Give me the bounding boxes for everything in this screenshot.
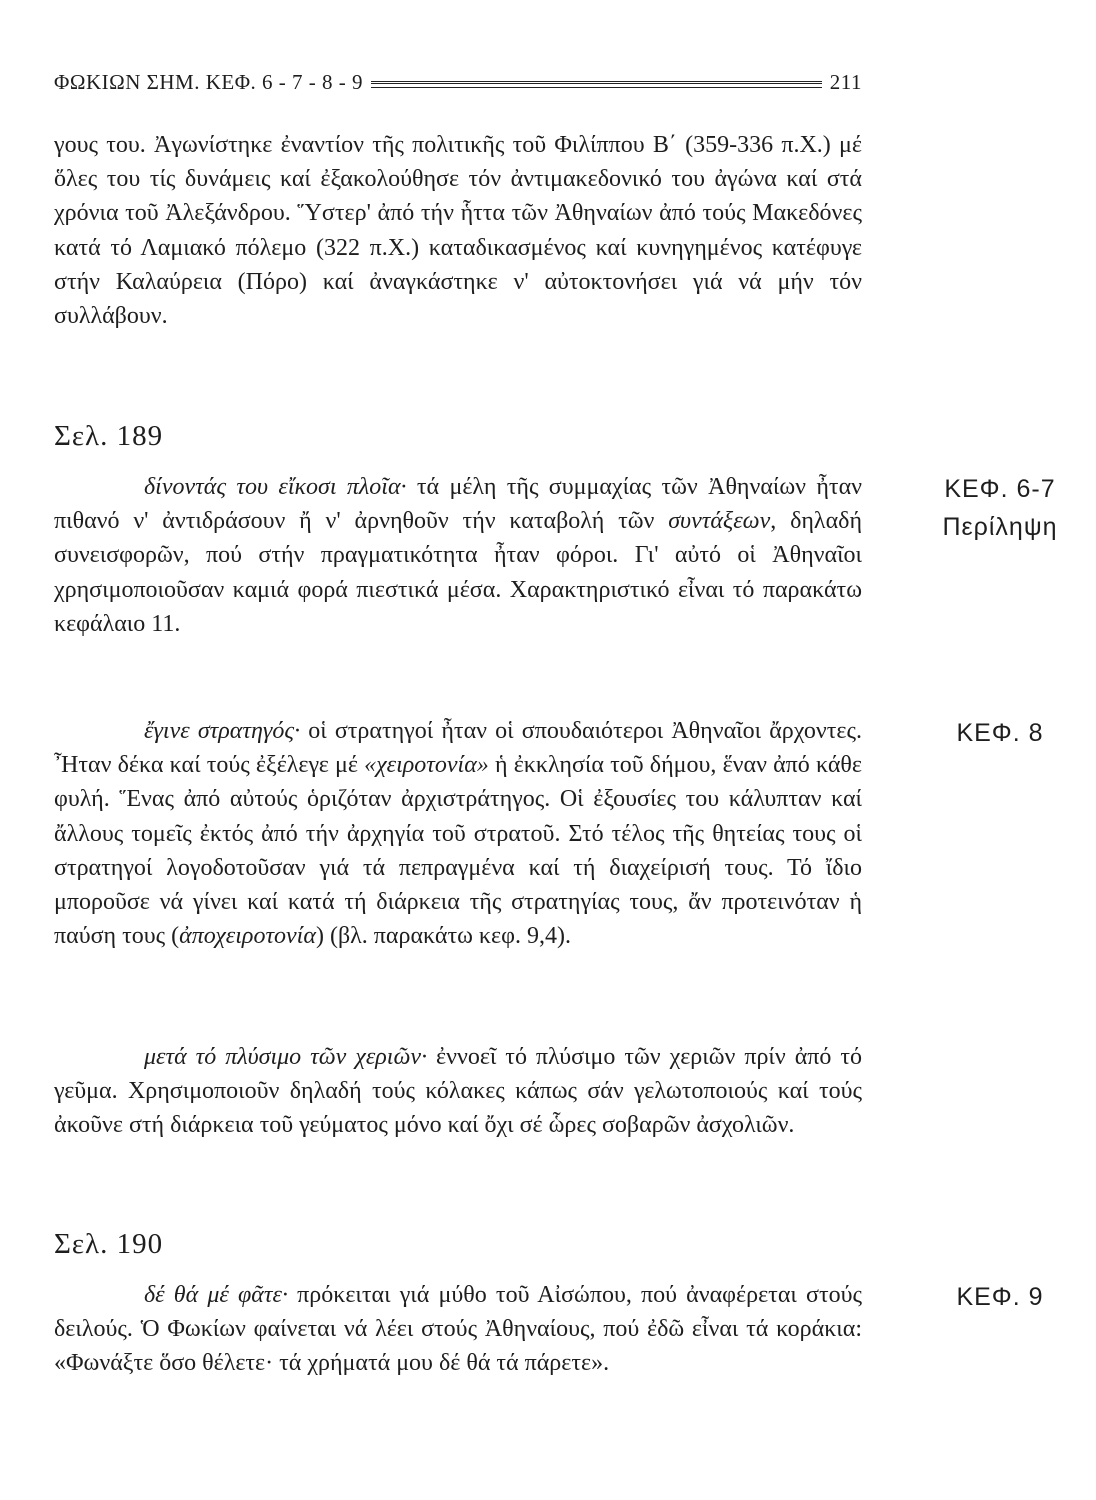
side-label-kef-8: ΚΕΦ. 8: [956, 719, 1044, 747]
lemma-term: ἀποχειροτονία: [179, 923, 316, 950]
note-block-4: [54, 1278, 862, 1381]
side-label-chapter: ΚΕΦ. 6-7: [944, 475, 1056, 503]
running-header: [54, 66, 862, 98]
intro-block: [54, 128, 862, 333]
intro-paragraph: γους του. Ἀγωνίστηκε ἐναντίον τῆς πολιτικῆς τοῦ Φιλίππου Β΄ (359-336 π.Χ.) μέ ὅλες του τίς δυνάμεις καί ἐξακολούθησε τόν ἀντιμακεδονικό του ἀγώνα καί στά χρόνια τοῦ Ἀλεξάνδρου. Ὕστερ' ἀπό τήν ἧττα τῶν Ἀθηναίων ἀπό τούς Μακεδόνες κατά τό Λαμιακό πόλεμο (322 π.Χ.) καταδικασμένος καί κυνηγημένος κατέφυγε στήν Καλαύρεια (Πόρο) καί ἀναγκάστηκε ν' αὐτοκτονήσει γιά νά μήν τόν συλλάβουν.: [54, 132, 862, 330]
note-paragraph: [54, 1278, 862, 1381]
note-block-2: [54, 714, 862, 953]
lemma-term: συντάξεων: [668, 508, 771, 535]
note-text: τά μέλη τῆς συμμαχίας τῶν Ἀθηναίων ἦταν πιθανό ν' ἀντιδράσουν ἤ ν' ἀρνηθοῦν τήν καταβολή τῶν: [54, 474, 862, 535]
header-double-rule: [371, 81, 822, 88]
note-block-3: [54, 1040, 862, 1143]
lemma-term: δίνοντάς του εἴκοσι πλοῖα·: [144, 474, 407, 500]
note-paragraph: [54, 714, 862, 953]
note-paragraph: [54, 1040, 862, 1143]
lemma-term: ἔγινε στρατηγός·: [144, 718, 301, 744]
lemma-term: δέ θά μέ φᾶτε·: [144, 1282, 288, 1308]
side-label-kef-9: ΚΕΦ. 9: [956, 1283, 1044, 1311]
side-label-kef-6-7: [920, 470, 1080, 546]
note-text: πρόκειται γιά μύθο τοῦ Αἰσώπου, πού ἀναφέρεται στούς δειλούς. Ὁ Φωκίων φαίνεται νά λέει στούς Ἀθηναίους, πού ἐδῶ εἶναι τά κοράκια: «Φωνάξτε ὅσο θέλετε· τά χρήματά μου δέ θά τά πάρετε».: [54, 1282, 862, 1377]
section-heading-189: Σελ. 189: [54, 420, 164, 452]
note-block-1: [54, 470, 862, 641]
section-heading-190: Σελ. 190: [54, 1228, 164, 1260]
note-text: οἱ στρατηγοί ἦταν οἱ σπουδαιότεροι Ἀθηναῖοι ἄρχοντες. Ἦταν δέκα καί τούς ἐξέλεγε μέ: [54, 718, 862, 779]
note-text: ) (βλ. παρακάτω κεφ. 9,4).: [315, 923, 571, 950]
side-label-summary: Περίληψη: [942, 513, 1058, 541]
lemma-term: «χειροτονία»: [364, 752, 489, 779]
note-text: ἐννοεῖ τό πλύσιμο τῶν χεριῶν πρίν ἀπό τό γεῦμα. Χρησιμοποιοῦν δηλαδή τούς κόλακες κάπως σάν γελωτοποιούς καί τούς ἀκοῦνε στή διάρκεια τοῦ γεύματος μόνο καί ὄχι σέ ὧρες σοβαρῶν ἀσχολιῶν.: [54, 1044, 862, 1139]
note-text: , δηλαδή συνεισφορῶν, πού στήν πραγματικότητα ἦταν φόροι. Γι' αὐτό οἱ Ἀθηναῖοι χρησιμοποιοῦσαν καμιά φορά πιεστικά μέσα. Χαρακτηριστικό εἶναι τό παρακάτω κεφάλαιο 11.: [54, 508, 862, 637]
note-text: ἡ ἐκκλησία τοῦ δήμου, ἕναν ἀπό κάθε φυλή. Ἕνας ἀπό αὐτούς ὁριζόταν ἀρχιστράτηγος. Οἱ ἐξουσίες του κάλυπταν καί ἄλλους τομεῖς ἐκτός ἀπό τήν ἀρχηγία τοῦ στρατοῦ. Στό τέλος τῆς θητείας τους οἱ στρατηγοί λογοδοτοῦσαν γιά τά πεπραγμένα καί τή διαχείρισή τους. Τό ἴδιο μποροῦσε νά γίνει καί κατά τή διάρκεια τῆς στρατηγίας τους, ἄν προτεινόταν ἡ παύση τους (: [54, 752, 862, 950]
page-number: 211: [829, 69, 862, 94]
running-title: ΦΩΚΙΩΝ ΣΗΜ. ΚΕΦ. 6 - 7 - 8 - 9: [54, 69, 364, 94]
lemma-term: μετά τό πλύσιμο τῶν χεριῶν·: [144, 1044, 428, 1070]
note-paragraph: [54, 470, 862, 641]
